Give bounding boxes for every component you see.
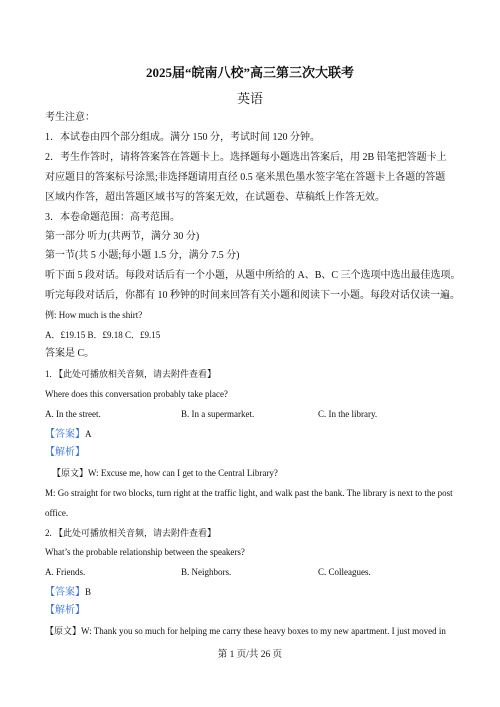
notice-item-2-line-2: 对应题目的答案标号涂黑;非选择题请用直径 0.5 毫米黑色墨水签字笔在答题卡上各题的答题 [45, 172, 446, 183]
question-1-script-line-2: M: Go straight for two blocks, turn right at the traffic light, and walk past the bank. The library is next to the post [45, 488, 453, 498]
question-2-answer [45, 586, 91, 599]
example-question: 例: How much is the shirt? [45, 310, 143, 320]
instruction-line-2: 听完每段对话后，你都有 10 秒钟的时间来回答有关小题和阅读下一小题。每段对话仅读一遍。 [45, 290, 460, 301]
question-1-analysis-tag: 【解析】 [45, 447, 85, 458]
question-1-answer [45, 428, 92, 441]
question-1-audio-link[interactable]: 1. 【此处可播放相关音频，请去附件查看】 [45, 369, 217, 379]
question-1-option-b: B. In a supermarket. [181, 409, 255, 419]
page-subject: 英语 [236, 91, 263, 106]
question-2-analysis-tag: 【解析】 [45, 605, 85, 616]
question-1-option-c: C. In the library. [318, 409, 378, 419]
notice-heading: 考生注意： [45, 112, 95, 123]
question-2-option-b: B. Neighbors. [181, 567, 232, 577]
question-1-script-line-3: office. [45, 508, 69, 518]
example-answer: 答案是 C。 [45, 348, 95, 359]
question-2-audio-link[interactable]: 2. 【此处可播放相关音频，请去附件查看】 [45, 528, 217, 538]
answer-tag: 【答案】 [45, 429, 85, 440]
question-2-option-a: A. Friends. [45, 567, 86, 577]
page-title: 2025届“皖南八校”高三第三次大联考 [145, 65, 354, 80]
notice-item-2-line-1: 2．考生作答时，请将答案答在答题卡上。选择题每小题选出答案后，用 2B 铅笔把答题卡上 [45, 152, 447, 163]
page-footer: 第 1 页/共 26 页 [217, 650, 283, 660]
question-1-option-a: A. In the street. [45, 409, 101, 419]
instruction-line-1: 听下面 5 段对话。每段对话后有一个小题，从题中所给的 A、B、C 三个选项中选出最佳选项。 [45, 270, 461, 281]
example-options: A．£19.15 B．£9.18 C．£9.15 [45, 330, 161, 340]
section1-heading: 第一节(共 5 小题;每小题 1.5 分，满分 7.5 分) [45, 250, 240, 261]
question-1-script-line-1: 【原文】W: Excuse me, how can I get to the Central Library? [52, 468, 278, 478]
question-2-text: What’s the probable relationship between the speakers? [45, 547, 245, 557]
question-2-option-c: C. Colleagues. [318, 567, 371, 577]
question-1-text: Where does this conversation probably take place? [45, 389, 228, 399]
notice-item-2-line-3: 区域内作答，超出答题区域书写的答案无效，在试题卷、草稿纸上作答无效。 [45, 192, 385, 203]
question-2-script-line-1: 【原文】W: Thank you so much for helping me carry these heavy boxes to my new apartment. I just moved in [45, 626, 446, 636]
part1-heading: 第一部分 听力(共两节，满分 30 分) [45, 231, 200, 242]
answer-value: A [85, 429, 92, 439]
answer-value: B [85, 587, 92, 597]
notice-item-1: 1．本试卷由四个部分组成。满分 150 分，考试时间 120 分钟。 [45, 132, 320, 143]
notice-item-3: 3．本卷命题范围：高考范围。 [45, 212, 180, 223]
answer-tag: 【答案】 [45, 587, 85, 598]
